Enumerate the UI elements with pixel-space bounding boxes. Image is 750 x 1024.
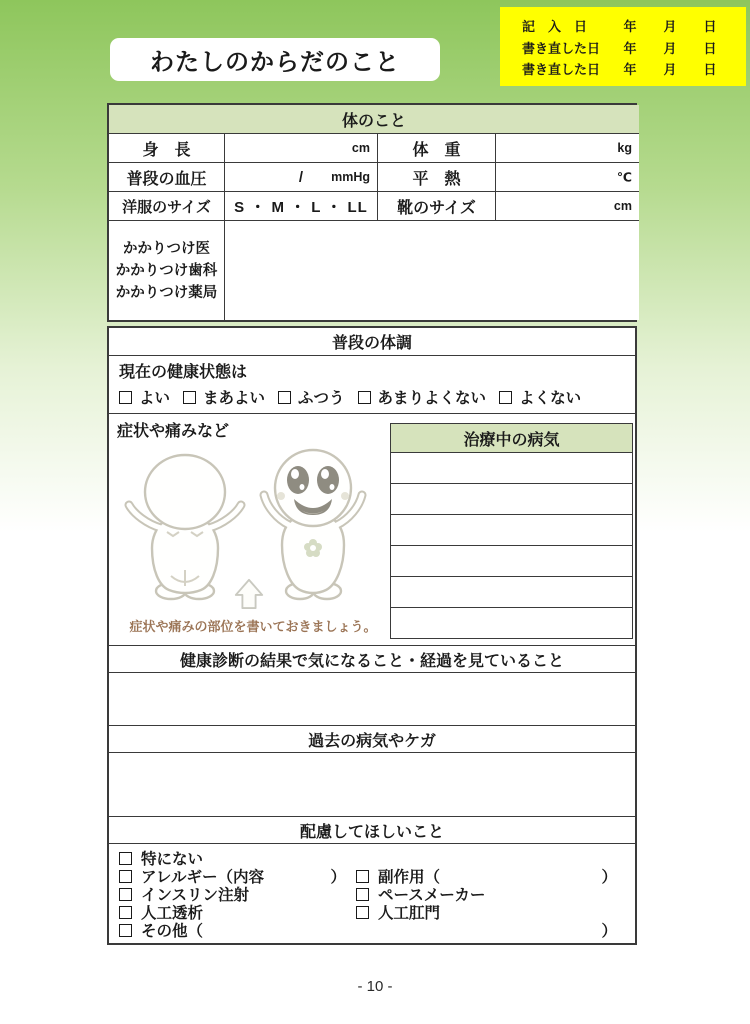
considerations-cell <box>109 843 635 943</box>
treatment-diseases-header: 治療中の病気 <box>391 424 632 452</box>
care-providers-label <box>109 220 224 320</box>
year-label: 年 <box>623 62 637 77</box>
checkbox-icon <box>119 888 132 901</box>
symptoms-cell <box>109 413 635 645</box>
day-label: 日 <box>703 40 717 56</box>
body-info-header: 体のこと <box>109 105 639 133</box>
option-not-so-good <box>358 386 487 408</box>
temperature-field <box>495 162 639 191</box>
height-unit: cm <box>351 141 370 155</box>
month-label: 月 <box>663 40 677 56</box>
close-paren: ） <box>601 923 617 940</box>
date-row-filled <box>522 16 734 35</box>
checkbox-icon <box>358 391 371 404</box>
shoe-size-unit: cm <box>613 199 632 213</box>
up-arrow-icon <box>233 577 265 611</box>
height-label: 身 長 <box>109 133 224 162</box>
year-label: 年 <box>623 19 637 34</box>
close-paren: ） <box>330 869 346 886</box>
shoe-size-field <box>495 191 639 220</box>
checkbox-icon <box>183 391 196 404</box>
treatment-row <box>391 483 632 514</box>
family-doctor-label: かかりつけ医 <box>123 240 210 257</box>
option-normal <box>278 386 345 408</box>
item-label: ペースメーカー <box>378 887 486 904</box>
symptoms-caption: 症状や痛みの部位を書いておきましょう。 <box>129 619 377 634</box>
date-row-rewritten-2 <box>522 59 734 78</box>
checkbox-icon <box>278 391 291 404</box>
treatment-diseases-table <box>390 423 633 639</box>
condition-sections <box>107 326 637 945</box>
body-info-table <box>107 103 637 322</box>
shoe-size-label: 靴のサイズ <box>377 191 495 220</box>
checkup-header: 健康診断の結果で気になること・経過を見ていること <box>109 645 635 672</box>
option-fairly-good <box>183 386 265 408</box>
consideration-row <box>119 921 627 939</box>
option-good <box>119 386 170 408</box>
checkbox-icon <box>119 391 132 404</box>
clothing-size-field <box>224 191 377 220</box>
clothing-size-label: 洋服のサイズ <box>109 191 224 220</box>
month-label: 月 <box>663 19 677 34</box>
option-bad <box>499 386 581 408</box>
condition-header: 普段の体調 <box>109 328 635 355</box>
blood-pressure-unit: mmHg <box>331 170 370 184</box>
checkbox-icon <box>119 906 132 919</box>
temperature-label: 平 熱 <box>377 162 495 191</box>
mascot-back-illustration <box>121 452 249 602</box>
height-field <box>224 133 377 162</box>
weight-unit: kg <box>617 141 632 155</box>
item-other <box>119 919 627 941</box>
item-label: アレルギー（内容 <box>141 869 264 886</box>
checkup-field <box>109 672 635 725</box>
health-state-question: 現在の健康状態は <box>119 364 248 381</box>
year-label: 年 <box>623 40 637 56</box>
health-state-cell <box>109 355 635 413</box>
form-sheet <box>107 103 637 945</box>
page-number: - 10 - <box>357 978 393 995</box>
treatment-row <box>391 514 632 545</box>
temperature-unit: ℃ <box>616 170 632 185</box>
item-label: 副作用（ <box>378 869 441 886</box>
option-label: ふつう <box>298 390 345 407</box>
treatment-row <box>391 607 632 638</box>
checkbox-icon <box>119 870 132 883</box>
checkbox-icon <box>499 391 512 404</box>
weight-label: 体 重 <box>377 133 495 162</box>
date-row-label: 書き直した日 <box>522 62 601 77</box>
health-state-options <box>119 386 625 408</box>
close-paren: ） <box>601 869 617 886</box>
option-label: あまりよくない <box>377 390 487 407</box>
family-pharmacy-label: かかりつけ薬局 <box>115 284 218 301</box>
blood-pressure-field <box>224 162 377 191</box>
item-label: その他（ <box>141 923 204 940</box>
day-label: 日 <box>703 19 717 34</box>
date-row-rewritten-1 <box>522 38 734 57</box>
day-label: 日 <box>703 62 717 77</box>
item-label: インスリン注射 <box>141 887 250 904</box>
date-row-label: 書き直した日 <box>522 40 601 56</box>
checkbox-icon <box>119 852 132 865</box>
family-dentist-label: かかりつけ歯科 <box>115 262 218 279</box>
checkbox-icon <box>119 924 132 937</box>
date-entry-box <box>500 7 746 86</box>
mascot-front-illustration <box>255 447 371 602</box>
date-row-label: 記 入 日 <box>522 19 588 34</box>
option-label: よくない <box>519 390 582 407</box>
month-label: 月 <box>663 62 677 77</box>
care-providers-field <box>224 220 639 320</box>
checkbox-icon <box>356 870 369 883</box>
treatment-row <box>391 545 632 576</box>
checkbox-icon <box>356 888 369 901</box>
past-illness-header: 過去の病気やケガ <box>109 725 635 752</box>
item-label: 人工透析 <box>141 905 204 922</box>
weight-field <box>495 133 639 162</box>
checkbox-icon <box>356 906 369 919</box>
treatment-row <box>391 576 632 607</box>
clothing-size-options: S ・ M ・ L ・ LL <box>234 198 368 216</box>
treatment-row <box>391 452 632 483</box>
item-label: 特にない <box>141 851 204 868</box>
blood-pressure-slash: / <box>298 168 304 186</box>
option-label: よい <box>139 390 171 407</box>
page-title: わたしのからだのこと <box>110 38 440 81</box>
option-label: まあよい <box>203 390 266 407</box>
symptoms-label: 症状や痛みなど <box>117 423 230 440</box>
item-label: 人工肛門 <box>378 905 441 922</box>
considerations-header: 配慮してほしいこと <box>109 816 635 843</box>
blood-pressure-label: 普段の血圧 <box>109 162 224 191</box>
past-illness-field <box>109 752 635 816</box>
